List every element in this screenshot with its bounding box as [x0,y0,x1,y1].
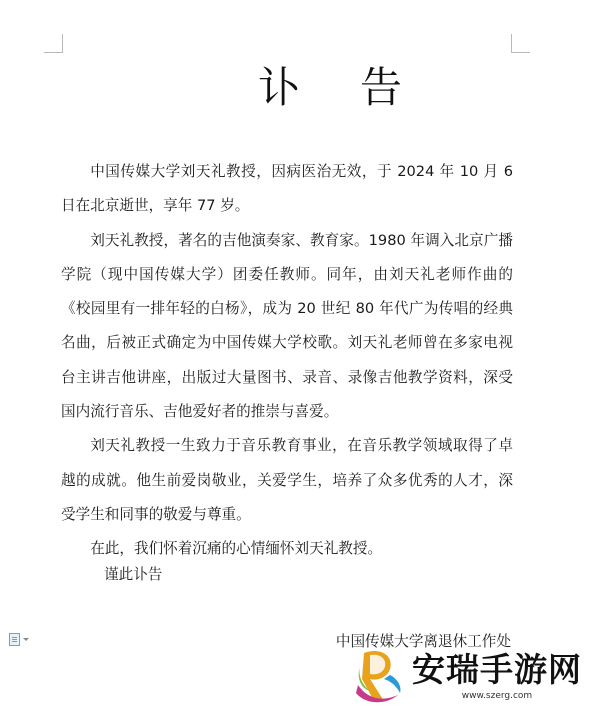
paragraph-biography: 刘天礼教授，著名的吉他演奏家、教育家。1980 年调入北京广播学院（现中国传媒大学）团委任教师。同年，由刘天礼老师作曲的《校园里有一排年轻的白杨》，成为 20 世纪 80 年代广为传唱的经典名曲，后被正式确定为中国传媒大学校歌。刘天礼老师曾在多家电视台主讲吉他讲座，出版过大量图书、录音、录像吉他教学资料，深受国内流行音乐、吉他爱好者的推崇与喜爱。 [61,231,513,421]
watermark-emblem-icon [350,645,410,707]
crop-mark-top-left [44,34,63,53]
chevron-down-icon [23,638,29,641]
closing-line: 谨此讣告 [104,566,163,583]
document-icon [9,633,20,646]
paragraph-achievements: 刘天礼教授一生致力于音乐教育事业，在音乐教学领域取得了卓越的成就。他生前爱岗敬业，关爱学生，培养了众多优秀的人才，深受学生和同事的敬爱与尊重。 [61,437,513,523]
watermark-name: 安瑞手游网 [412,650,582,689]
document-menu-button[interactable] [9,633,29,646]
signature-line: 中国传媒大学离退休工作处 [335,633,511,650]
document-title: 讣告 [257,63,462,112]
watermark-logo [350,642,595,710]
paragraph-remembrance: 在此，我们怀着沉痛的心情缅怀刘天礼教授。 [90,540,383,558]
paragraph-announcement: 中国传媒大学刘天礼教授，因病医治无效，于 2024 年 10 月 6 日在北京逝世，享年 77 岁。 [61,163,513,215]
watermark-url: www.szerg.com [461,691,533,701]
document-body [61,155,513,567]
crop-mark-top-right [511,34,530,53]
